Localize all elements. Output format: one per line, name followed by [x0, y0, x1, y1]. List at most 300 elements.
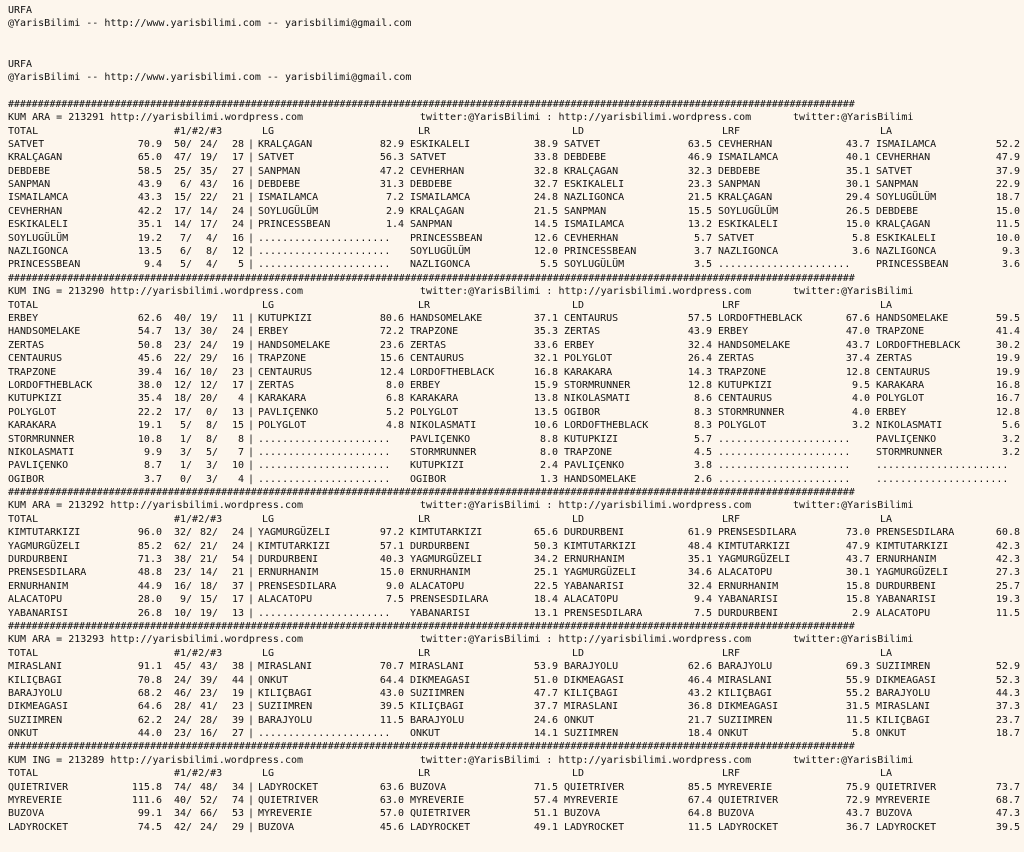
lrf-value	[838, 459, 870, 472]
lr-value: 35.3	[533, 326, 558, 338]
lg-name: KUTUPKIZI	[258, 312, 313, 324]
lg-name: YAGMURGÜZELI	[258, 527, 331, 539]
ld-name: PAVLIÇENKO	[564, 460, 625, 472]
lr-name: ZERTAS	[410, 339, 447, 351]
lg-value: 15.6	[379, 353, 404, 365]
lg-value: 9.0	[385, 580, 404, 592]
lr-value: 12.6	[533, 232, 558, 244]
lrf-value: 31.5	[845, 701, 870, 713]
header-lg: LG	[262, 768, 275, 780]
la-name: ZERTAS	[876, 353, 913, 365]
lrf-value: 55.9	[845, 674, 870, 686]
lr-name: ONKUT	[410, 728, 441, 740]
ld-value: 32.4	[687, 339, 712, 351]
rank-2: 28/	[199, 714, 218, 726]
rank-2: 3/	[205, 473, 218, 485]
la-value: 42.3	[995, 540, 1020, 552]
race-id: KUM ING = 213290 http://yarisbilimi.wordpress.com	[8, 286, 304, 298]
column-divider: |	[247, 406, 255, 418]
lg-value	[368, 245, 404, 258]
horse-name: DIKMEAGASI	[8, 701, 69, 713]
lrf-value: 5.8	[851, 232, 870, 244]
lrf-name: STORMRUNNER	[718, 406, 785, 418]
ld-value: 35.1	[687, 554, 712, 566]
horse-name: YAGMURGÜZELI	[8, 540, 81, 552]
la-name: BARAJYOLU	[876, 687, 931, 699]
ld-name: CEVHERHAN	[564, 232, 619, 244]
lr-name: PRINCESSBEAN	[410, 232, 483, 244]
header-ld: LD	[572, 125, 585, 137]
la-value: 52.3	[995, 674, 1020, 686]
table-row	[8, 258, 1020, 271]
lrf-value: 37.4	[845, 353, 870, 365]
column-divider: |	[247, 219, 255, 231]
column-divider: |	[247, 312, 255, 324]
column-divider: |	[247, 540, 255, 552]
table-row	[8, 580, 1020, 593]
lrf-name: ALACATOPU	[718, 567, 773, 579]
lrf-value: 30.1	[845, 179, 870, 191]
horse-name: SANPMAN	[8, 179, 51, 191]
la-value: 60.8	[995, 527, 1020, 539]
table-row	[8, 473, 1020, 486]
rank-3: 29	[231, 821, 244, 833]
rank-1: 34/	[173, 808, 192, 820]
lg-value	[368, 232, 404, 245]
lrf-name: LADYROCKET	[718, 821, 779, 833]
ld-name: SOYLUGÜLÜM	[564, 259, 625, 271]
column-divider: |	[247, 795, 255, 807]
horse-name: MYREVERIE	[8, 795, 63, 807]
lg-value	[368, 473, 404, 486]
horse-name: DURDURBENI	[8, 554, 69, 566]
lr-value: 33.6	[533, 339, 558, 351]
la-value: 68.7	[995, 795, 1020, 807]
lrf-name: ......................	[718, 460, 851, 472]
lg-name: HANDSOMELAKE	[258, 339, 331, 351]
lr-value: 32.7	[533, 179, 558, 191]
horse-name: ZERTAS	[8, 339, 45, 351]
column-divider: |	[247, 138, 255, 150]
rank-3: 10	[231, 460, 244, 472]
spacer	[8, 31, 1020, 44]
rank-3: 16	[231, 353, 244, 365]
lrf-name: SANPMAN	[718, 179, 761, 191]
la-name: DIKMEAGASI	[876, 674, 937, 686]
twitter-handle: twitter:@YarisBilimi	[793, 754, 914, 766]
rank-2: 8/	[205, 433, 218, 445]
ld-name: ZERTAS	[564, 326, 601, 338]
la-name: KRALÇAGAN	[876, 219, 931, 231]
lr-value: 15.9	[533, 379, 558, 391]
header-lrf: LRF	[722, 125, 741, 137]
lr-value: 24.6	[533, 714, 558, 726]
rank-2: 24/	[199, 138, 218, 150]
lg-name: ......................	[258, 728, 391, 740]
rank-2: 0/	[205, 406, 218, 418]
ld-name: QUIETRIVER	[564, 781, 625, 793]
rank-1: 10/	[173, 607, 192, 619]
lg-name: LADYROCKET	[258, 781, 319, 793]
rank-2: 30/	[199, 326, 218, 338]
la-name: KILIÇBAGI	[876, 714, 931, 726]
lg-value: 57.0	[379, 808, 404, 820]
lrf-name: POLYGLOT	[718, 420, 767, 432]
lr-name: SANPMAN	[410, 219, 453, 231]
table-row	[8, 446, 1020, 459]
lrf-value: 35.1	[845, 165, 870, 177]
horse-name: KIMTUTARKIZI	[8, 527, 81, 539]
lrf-value: 9.5	[851, 379, 870, 391]
ld-name: CENTAURUS	[564, 312, 619, 324]
column-divider: |	[247, 246, 255, 258]
rank-2: 14/	[199, 205, 218, 217]
la-name: SOYLUGÜLÜM	[876, 192, 937, 204]
la-name: CEVHERHAN	[876, 152, 931, 164]
horse-name: LORDOFTHEBLACK	[8, 379, 93, 391]
ld-value: 34.6	[687, 567, 712, 579]
header-la: LA	[880, 647, 893, 659]
table-row	[8, 459, 1020, 472]
table-row	[8, 245, 1020, 258]
ld-value: 4.5	[693, 446, 712, 458]
column-divider: |	[247, 460, 255, 472]
header-total: TOTAL	[8, 125, 39, 137]
lg-name: ......................	[258, 446, 391, 458]
rank-2: 20/	[199, 393, 218, 405]
ld-name: OGIBOR	[564, 406, 601, 418]
lrf-name: KRALÇAGAN	[718, 192, 773, 204]
ld-value: 26.4	[687, 353, 712, 365]
total-score: 9.9	[143, 446, 162, 458]
lr-value: 53.9	[533, 661, 558, 673]
ld-name: KRALÇAGAN	[564, 165, 619, 177]
twitter-handle: twitter:@YarisBilimi	[793, 286, 914, 298]
rank-1: 5/	[179, 259, 192, 271]
lg-name: MYREVERIE	[258, 808, 313, 820]
race-id: KUM ING = 213289 http://yarisbilimi.wordpress.com	[8, 754, 304, 766]
horse-name: SUZIIMREN	[8, 714, 63, 726]
la-value: 73.7	[995, 781, 1020, 793]
horse-name: PAVLIÇENKO	[8, 460, 69, 472]
table-row	[8, 165, 1020, 178]
la-value: 30.2	[995, 339, 1020, 351]
ld-value: 63.5	[687, 138, 712, 150]
table-row	[8, 553, 1020, 566]
lg-name: ......................	[258, 473, 391, 485]
lg-name: DURDURBENI	[258, 554, 319, 566]
lg-value: 1.4	[385, 219, 404, 231]
header-la: LA	[880, 299, 893, 311]
lr-value: 16.8	[533, 366, 558, 378]
rank-3: 74	[231, 795, 244, 807]
rank-3: 23	[231, 701, 244, 713]
lg-name: ......................	[258, 246, 391, 258]
rank-1: 50/	[173, 138, 192, 150]
horse-name: BARAJYOLU	[8, 687, 63, 699]
lrf-name: CEVHERHAN	[718, 138, 773, 150]
ld-value: 43.9	[687, 326, 712, 338]
lrf-value	[838, 433, 870, 446]
la-name: STORMRUNNER	[876, 446, 943, 458]
rank-1: 24/	[173, 674, 192, 686]
rank-3: 24	[231, 205, 244, 217]
lg-value: 47.2	[379, 165, 404, 177]
la-value: 19.9	[995, 366, 1020, 378]
rank-2: 19/	[199, 607, 218, 619]
rank-1: 45/	[173, 661, 192, 673]
horse-name: SOYLUGÜLÜM	[8, 232, 69, 244]
header-lr: LR	[418, 647, 431, 659]
ld-value: 7.5	[693, 607, 712, 619]
column-divider: |	[247, 379, 255, 391]
la-name: PRENSESDILARA	[876, 527, 955, 539]
total-score: 19.2	[137, 232, 162, 244]
rank-3: 17	[231, 379, 244, 391]
lr-value: 49.1	[533, 821, 558, 833]
horse-name: TRAPZONE	[8, 366, 57, 378]
horse-name: ISMAILAMCA	[8, 192, 69, 204]
rank-1: 9/	[179, 594, 192, 606]
spacer	[8, 84, 1020, 97]
lrf-value: 43.7	[845, 339, 870, 351]
lrf-value: 43.7	[845, 138, 870, 150]
lr-name: MYREVERIE	[410, 795, 465, 807]
total-score: 96.0	[137, 527, 162, 539]
la-name: LORDOFTHEBLACK	[876, 339, 961, 351]
lg-name: ......................	[258, 607, 391, 619]
la-value: 47.9	[995, 152, 1020, 164]
lrf-name: NAZLIGONCA	[718, 246, 779, 258]
header-ranks: #1/#2/#3	[174, 125, 223, 137]
lg-value: 45.6	[379, 821, 404, 833]
rank-3: 17	[231, 594, 244, 606]
la-value: 22.9	[995, 179, 1020, 191]
lg-value: 23.6	[379, 339, 404, 351]
lrf-value: 29.4	[845, 192, 870, 204]
rank-3: 24	[231, 527, 244, 539]
rank-2: 48/	[199, 781, 218, 793]
rank-2: 43/	[199, 661, 218, 673]
rank-1: 0/	[179, 473, 192, 485]
horse-name: STORMRUNNER	[8, 433, 75, 445]
table-row	[8, 607, 1020, 620]
ld-value: 12.8	[687, 379, 712, 391]
lrf-name: ESKIKALELI	[718, 219, 779, 231]
rank-3: 4	[237, 393, 244, 405]
lr-name: ERNURHANIM	[410, 567, 471, 579]
rank-2: 4/	[205, 259, 218, 271]
horse-name: DEBDEBE	[8, 165, 51, 177]
column-divider: |	[247, 781, 255, 793]
rank-2: 18/	[199, 580, 218, 592]
la-name: DEBDEBE	[876, 205, 919, 217]
la-name: PRINCESSBEAN	[876, 259, 949, 271]
lr-name: SOYLUGÜLÜM	[410, 246, 471, 258]
rank-2: 41/	[199, 701, 218, 713]
la-name: DURDURBENI	[876, 580, 937, 592]
lrf-name: BARAJYOLU	[718, 661, 773, 673]
column-divider: |	[247, 165, 255, 177]
header-lrf: LRF	[722, 299, 741, 311]
lr-name: TRAPZONE	[410, 326, 459, 338]
rank-2: 12/	[199, 379, 218, 391]
ld-name: MYREVERIE	[564, 795, 619, 807]
column-divider: |	[247, 728, 255, 740]
column-divider: |	[247, 192, 255, 204]
lg-name: PAVLIÇENKO	[258, 406, 319, 418]
lg-name: ......................	[258, 232, 391, 244]
rank-2: 22/	[199, 192, 218, 204]
lg-name: SATVET	[258, 152, 295, 164]
table-row	[8, 312, 1020, 325]
total-score: 64.6	[137, 701, 162, 713]
table-row	[8, 660, 1020, 673]
twitter-link: twitter:@YarisBilimi : http://yarisbilimi.wordpress.com	[420, 754, 752, 766]
total-score: 45.6	[137, 353, 162, 365]
rank-1: 6/	[179, 246, 192, 258]
lg-value: 5.2	[385, 406, 404, 418]
column-divider: |	[247, 205, 255, 217]
ld-value: 67.4	[687, 795, 712, 807]
table-row	[8, 727, 1020, 740]
horse-name: LADYROCKET	[8, 821, 69, 833]
horse-name: PRINCESSBEAN	[8, 259, 81, 271]
horse-name: POLYGLOT	[8, 406, 57, 418]
lg-name: KARAKARA	[258, 393, 307, 405]
total-score: 74.5	[137, 821, 162, 833]
header-total: TOTAL	[8, 647, 39, 659]
lr-value: 25.1	[533, 567, 558, 579]
lr-name: KILIÇBAGI	[410, 701, 465, 713]
total-score: 99.1	[137, 808, 162, 820]
rank-3: 19	[231, 687, 244, 699]
race-header	[8, 499, 1020, 512]
ld-value: 18.4	[687, 728, 712, 740]
header-lg: LG	[262, 299, 275, 311]
lr-name: SATVET	[410, 152, 447, 164]
total-score: 10.8	[137, 433, 162, 445]
twitter-link: twitter:@YarisBilimi : http://yarisbilimi.wordpress.com	[420, 634, 752, 646]
lrf-value: 67.6	[845, 312, 870, 324]
la-name: YABANARISI	[876, 594, 937, 606]
separator-line: ###############################################################################################################################################	[8, 741, 855, 753]
column-divider: |	[247, 232, 255, 244]
rank-1: 13/	[173, 326, 192, 338]
ld-value: 32.3	[687, 165, 712, 177]
total-score: 85.2	[137, 540, 162, 552]
table-row	[8, 191, 1020, 204]
lrf-name: ......................	[718, 473, 851, 485]
lr-name: POLYGLOT	[410, 406, 459, 418]
lr-value: 47.7	[533, 687, 558, 699]
table-row	[8, 325, 1020, 338]
total-score: 9.4	[143, 259, 162, 271]
twitter-link: twitter:@YarisBilimi : http://yarisbilimi.wordpress.com	[420, 286, 752, 298]
horse-name: PRENSESDILARA	[8, 567, 87, 579]
lr-name: ISMAILAMCA	[410, 192, 471, 204]
la-value: 41.4	[995, 326, 1020, 338]
ld-name: YABANARISI	[564, 580, 625, 592]
ld-value: 8.3	[693, 406, 712, 418]
table-row	[8, 781, 1020, 794]
rank-1: 47/	[173, 152, 192, 164]
twitter-handle: twitter:@YarisBilimi	[793, 112, 914, 124]
lr-name: DIKMEAGASI	[410, 674, 471, 686]
lg-name: MIRASLANI	[258, 661, 313, 673]
header-la: LA	[880, 125, 893, 137]
lr-name: NIKOLASMATI	[410, 420, 477, 432]
rank-1: 25/	[173, 165, 192, 177]
la-name: PAVLIÇENKO	[876, 433, 937, 445]
column-divider: |	[247, 433, 255, 445]
lrf-value: 40.1	[845, 152, 870, 164]
ld-value: 5.7	[693, 433, 712, 445]
la-value: 5.6	[1001, 420, 1020, 432]
rank-2: 19/	[199, 312, 218, 324]
horse-name: NIKOLASMATI	[8, 446, 75, 458]
column-divider: |	[247, 714, 255, 726]
ld-value: 85.5	[687, 781, 712, 793]
lg-value: 39.5	[379, 701, 404, 713]
column-divider: |	[247, 259, 255, 271]
horse-name: KARAKARA	[8, 420, 57, 432]
twitter-link: twitter:@YarisBilimi : http://yarisbilimi.wordpress.com	[420, 500, 752, 512]
la-value: 11.5	[995, 607, 1020, 619]
total-score: 43.3	[137, 192, 162, 204]
lrf-name: KIMTUTARKIZI	[718, 540, 791, 552]
rank-3: 27	[231, 728, 244, 740]
lrf-value: 43.7	[845, 554, 870, 566]
total-score: 91.1	[137, 661, 162, 673]
horse-name: YABANARISI	[8, 607, 69, 619]
ld-name: LORDOFTHEBLACK	[564, 420, 649, 432]
race-id: KUM ARA = 213293 http://yarisbilimi.wordpress.com	[8, 634, 304, 646]
rank-1: 32/	[173, 527, 192, 539]
rank-2: 24/	[199, 339, 218, 351]
lr-name: BUZOVA	[410, 781, 447, 793]
lr-value: 34.2	[533, 554, 558, 566]
rank-2: 21/	[199, 540, 218, 552]
lr-value: 8.0	[539, 446, 558, 458]
lr-value: 5.5	[539, 259, 558, 271]
separator-line: ###############################################################################################################################################	[8, 98, 855, 110]
ld-name: YAGMURGÜZELI	[564, 567, 637, 579]
rank-3: 5	[237, 259, 244, 271]
lr-name: YAGMURGÜZELI	[410, 554, 483, 566]
lg-name: SANPMAN	[258, 165, 301, 177]
la-value: 23.7	[995, 714, 1020, 726]
rank-1: 23/	[173, 339, 192, 351]
lr-name: CENTAURUS	[410, 353, 465, 365]
lg-value: 80.6	[379, 312, 404, 324]
rank-2: 8/	[205, 420, 218, 432]
lrf-value: 36.7	[845, 821, 870, 833]
column-divider: |	[247, 594, 255, 606]
ld-value: 3.5	[693, 259, 712, 271]
la-name: POLYGLOT	[876, 393, 925, 405]
rank-2: 19/	[199, 152, 218, 164]
rank-2: 15/	[199, 594, 218, 606]
la-value: 19.3	[995, 594, 1020, 606]
twitter-handle: twitter:@YarisBilimi	[793, 500, 914, 512]
table-row	[8, 593, 1020, 606]
lg-name: ......................	[258, 433, 391, 445]
ld-name: KIMTUTARKIZI	[564, 540, 637, 552]
lrf-value: 55.2	[845, 687, 870, 699]
lrf-value: 15.0	[845, 219, 870, 231]
total-score: 19.1	[137, 420, 162, 432]
